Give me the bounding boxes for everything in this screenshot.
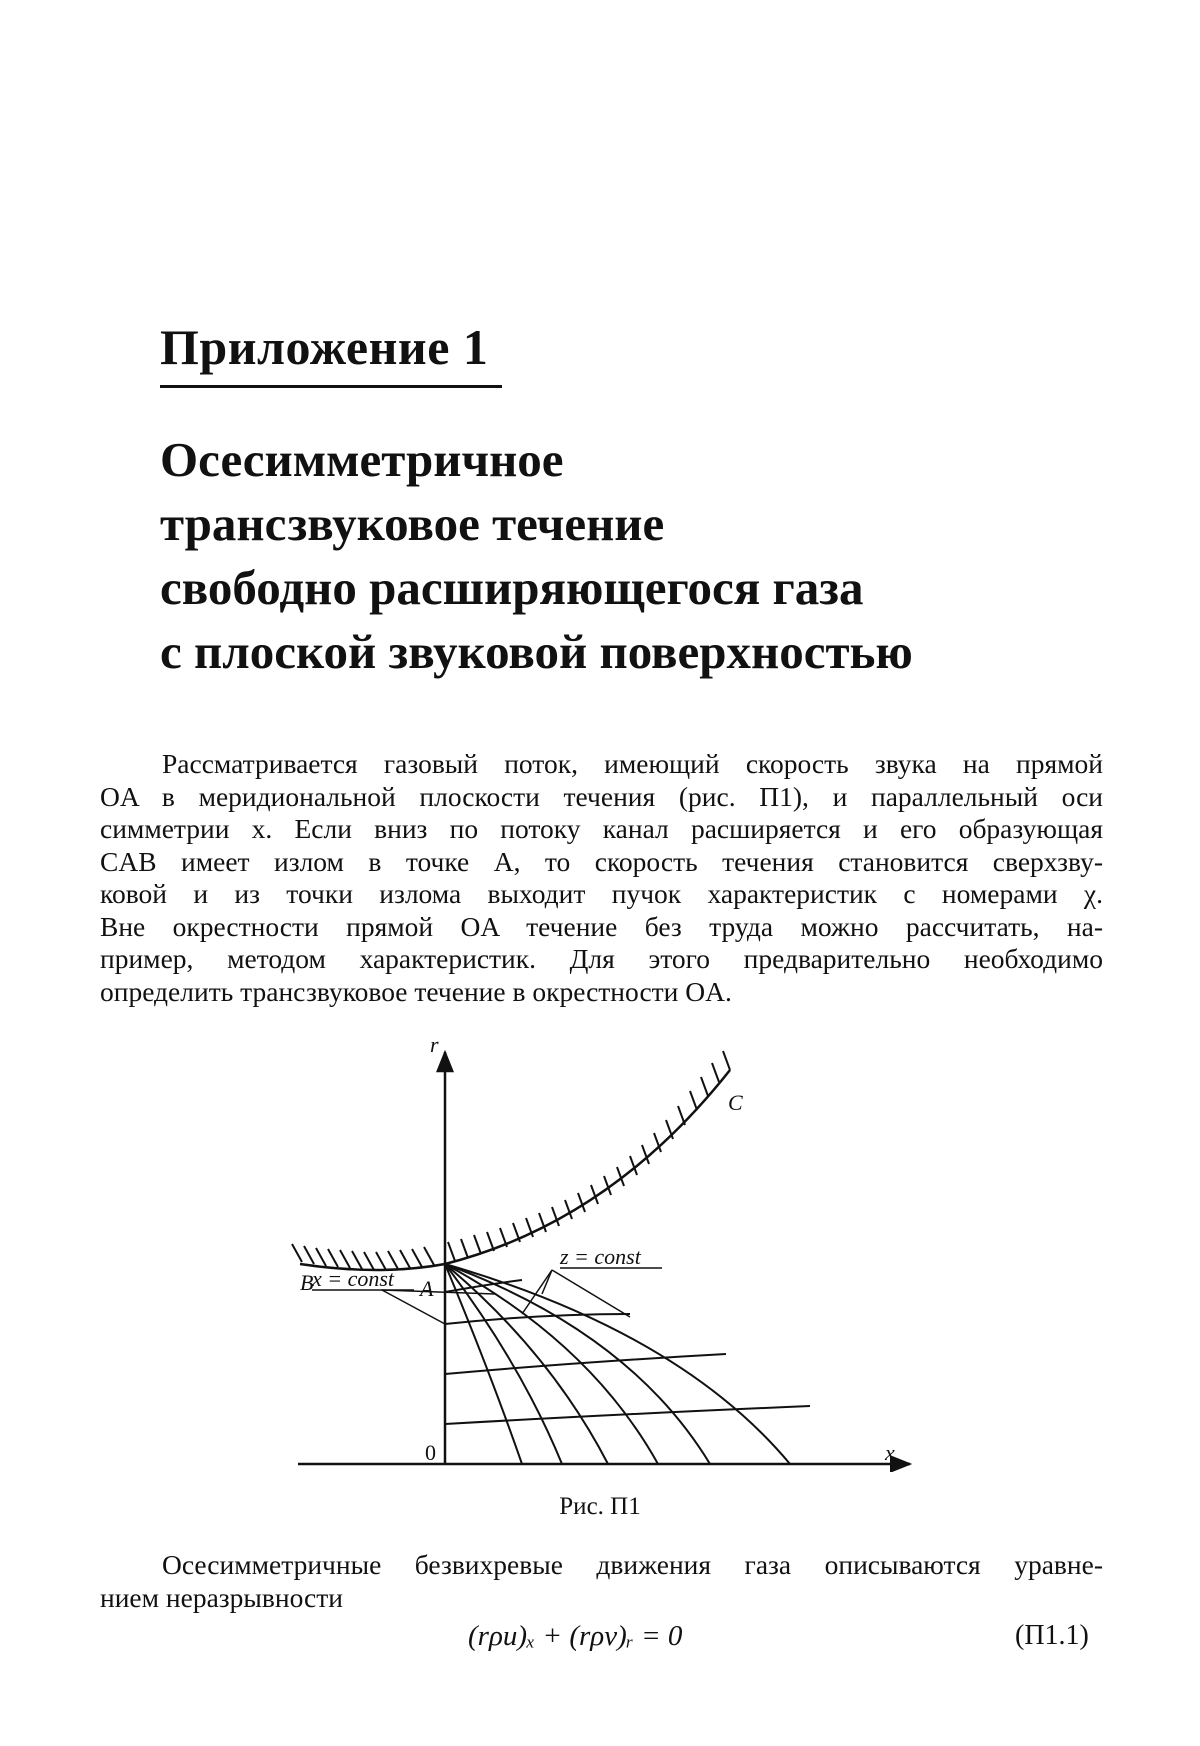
flow-diagram xyxy=(290,1032,930,1472)
paragraph-line: нием неразрывности xyxy=(100,1581,343,1613)
paragraph-line: ковой и из точки излома выходит пучок характеристик с номерами χ. xyxy=(100,878,1103,909)
paragraph-line: симметрии x. Если вниз по потоку канал расширяется и его образующая xyxy=(100,813,1103,844)
characteristics-fan xyxy=(445,1264,790,1464)
x-axis-label: x xyxy=(885,1440,895,1465)
equation-number: (П1.1) xyxy=(1015,1620,1089,1651)
paragraph-line: Осесимметричные безвихревые движения газа описываются уравне- xyxy=(162,1549,1103,1580)
paragraph-line: OA в меридиональной плоскости течения (рис. П1), и параллельный оси xyxy=(100,780,1103,812)
paragraph-line: определить трансзвуковое течение в окрестности OA. xyxy=(100,975,732,1007)
paragraph-line: Рассматривается газовый поток, имеющий скорость звука на прямой xyxy=(162,748,1103,779)
x-const-label: x = const xyxy=(312,1266,395,1291)
point-C-label: C xyxy=(728,1090,743,1115)
paragraph-line: Вне окрестности прямой OA течение без труда можно рассчитать, на- xyxy=(100,910,1103,942)
point-A-label: A xyxy=(420,1276,434,1301)
wall-AC-hatching xyxy=(448,1051,730,1261)
chapter-title-line: трансзвуковое течение xyxy=(160,496,665,551)
chapter-title xyxy=(160,428,913,684)
intro-paragraph xyxy=(100,748,1103,1008)
chapter-title-line: свободно расширяющегося газа xyxy=(160,560,864,615)
appendix-title: Приложение 1 xyxy=(160,319,489,375)
z-const-leaders xyxy=(522,1270,630,1317)
chapter-title-line: Осесимметричное xyxy=(160,432,564,487)
paragraph-line: пример, методом характеристик. Для этого предварительно необходимо xyxy=(100,943,1103,974)
continuity-paragraph xyxy=(100,1549,1103,1614)
z-const-label: z = const xyxy=(560,1244,641,1269)
continuity-equation: (rρu)ₓ + (rρv)ᵣ = 0 xyxy=(468,1620,683,1652)
paragraph-line: CAB имеет излом в точке A, то скорость течения становится сверхзву- xyxy=(100,845,1103,877)
r-axis-label: r xyxy=(430,1032,439,1057)
point-B-label: B xyxy=(300,1270,314,1295)
figure-caption: Рис. П1 xyxy=(559,1493,641,1520)
origin-label: 0 xyxy=(425,1440,436,1465)
chapter-title-line: с плоской звуковой поверхностью xyxy=(160,624,913,679)
x-const-leaders xyxy=(382,1290,495,1324)
figure-p1 xyxy=(290,1032,930,1472)
appendix-title-underline xyxy=(160,385,502,388)
